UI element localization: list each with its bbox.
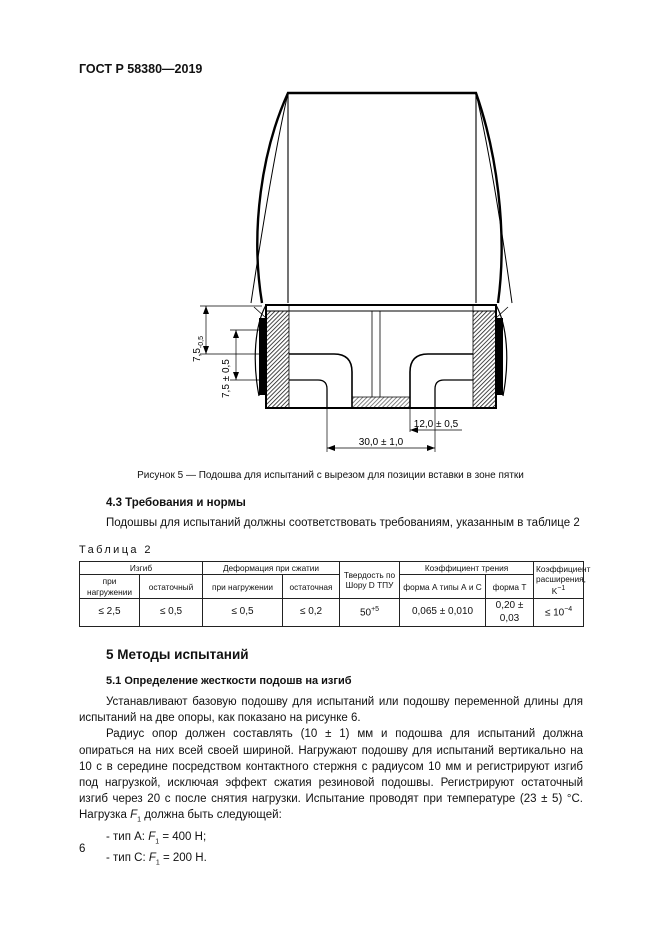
header-bend: Изгиб [80,562,203,575]
value-hardness: $50^{+5}$ [340,599,400,627]
paragraph: Радиус опор должен составлять (10 ± 1) мм и подошва для испытаний должна опираться на них всей своей шириной. Нагружают подошву для испытаний вертикально на 10 с в середине посредством контактного стержня с радиусом 10 мм и регистрируют изгиб под нагрузкой, исключая эффект сжатия резиновой подошвы. Регистрируют остаточный изгиб через 20 с после снятия нагрузки. Испытание проводят при температуре (23 ± 5) °С. Нагрузка $F_1$ должна быть следующей: [79,728,583,824]
sub-deform-residual: остаточная [283,575,340,599]
header-deformation: Деформация при сжатии [203,562,340,575]
sub-bend-load: при нагружении [80,575,140,599]
list-item: - тип А: $F_1 = 400$ Н; [106,830,207,846]
value-deform-load: ≤ 0,5 [203,599,283,627]
requirements-table [79,561,591,627]
sub-friction-ac: форма А типы А и С [400,575,486,599]
sub-deform-load: при нагружении [203,575,283,599]
header-friction: Коэффициент трения [400,562,534,575]
value-deform-residual: ≤ 0,2 [283,599,340,627]
paragraph: Устанавливают базовую подошву для испытаний или подошву переменной длины для испытаний на две опоры, как показано на рисунке 6. [79,696,583,725]
table-row [80,599,584,627]
header-hardness: Твердость по Шору D ТПУ [340,562,400,599]
list-item: - тип С: $F_1 = 200$ Н. [106,852,207,867]
dimension-gap: 30,0 ± 1,0 [358,437,404,448]
value-bend-load: ≤ 2,5 [80,599,140,627]
sub-bend-residual: остаточный [140,575,203,599]
section-5-title: 5 Методы испытаний [106,647,249,662]
right-cutout [410,354,473,408]
document-header: ГОСТ Р 58380—2019 [79,62,203,76]
value-friction-t: 0,20 ± 0,03 [486,599,534,627]
sub-friction-t: форма Т [486,575,534,599]
sole-outline [257,93,501,303]
heel-block [266,305,496,408]
header-expansion: Коэффициент расширения, $K^{-1}$ [534,562,584,599]
table-label: Таблица 2 [79,544,153,556]
value-friction-ac: 0,065 ± 0,010 [400,599,486,627]
dimension-total-height: $7,5_{-0,5}$ [192,336,205,362]
left-cutout [289,354,352,408]
section-4-3-text: Подошвы для испытаний должны соответствовать требованиям, указанным в таблице 2 [106,517,580,529]
figure-caption: Рисунок 5 — Подошва для испытаний с вырезом для позиции вставки в зоне пятки [137,470,524,481]
dimension-cut-height: 7,5 ± 0,5 [221,359,232,398]
value-expansion: ≤ $10^{-4}$ [534,599,584,627]
section-4-3-title: 4.3 Требования и нормы [106,497,246,509]
section-5-1-title: 5.1 Определение жесткости подошв на изгиб [106,675,352,687]
dimension-cut-width: 12,0 ± 0,5 [413,419,459,430]
page-number: 6 [79,843,86,855]
section-5-1-body [79,694,583,872]
value-bend-residual: ≤ 0,5 [140,599,203,627]
